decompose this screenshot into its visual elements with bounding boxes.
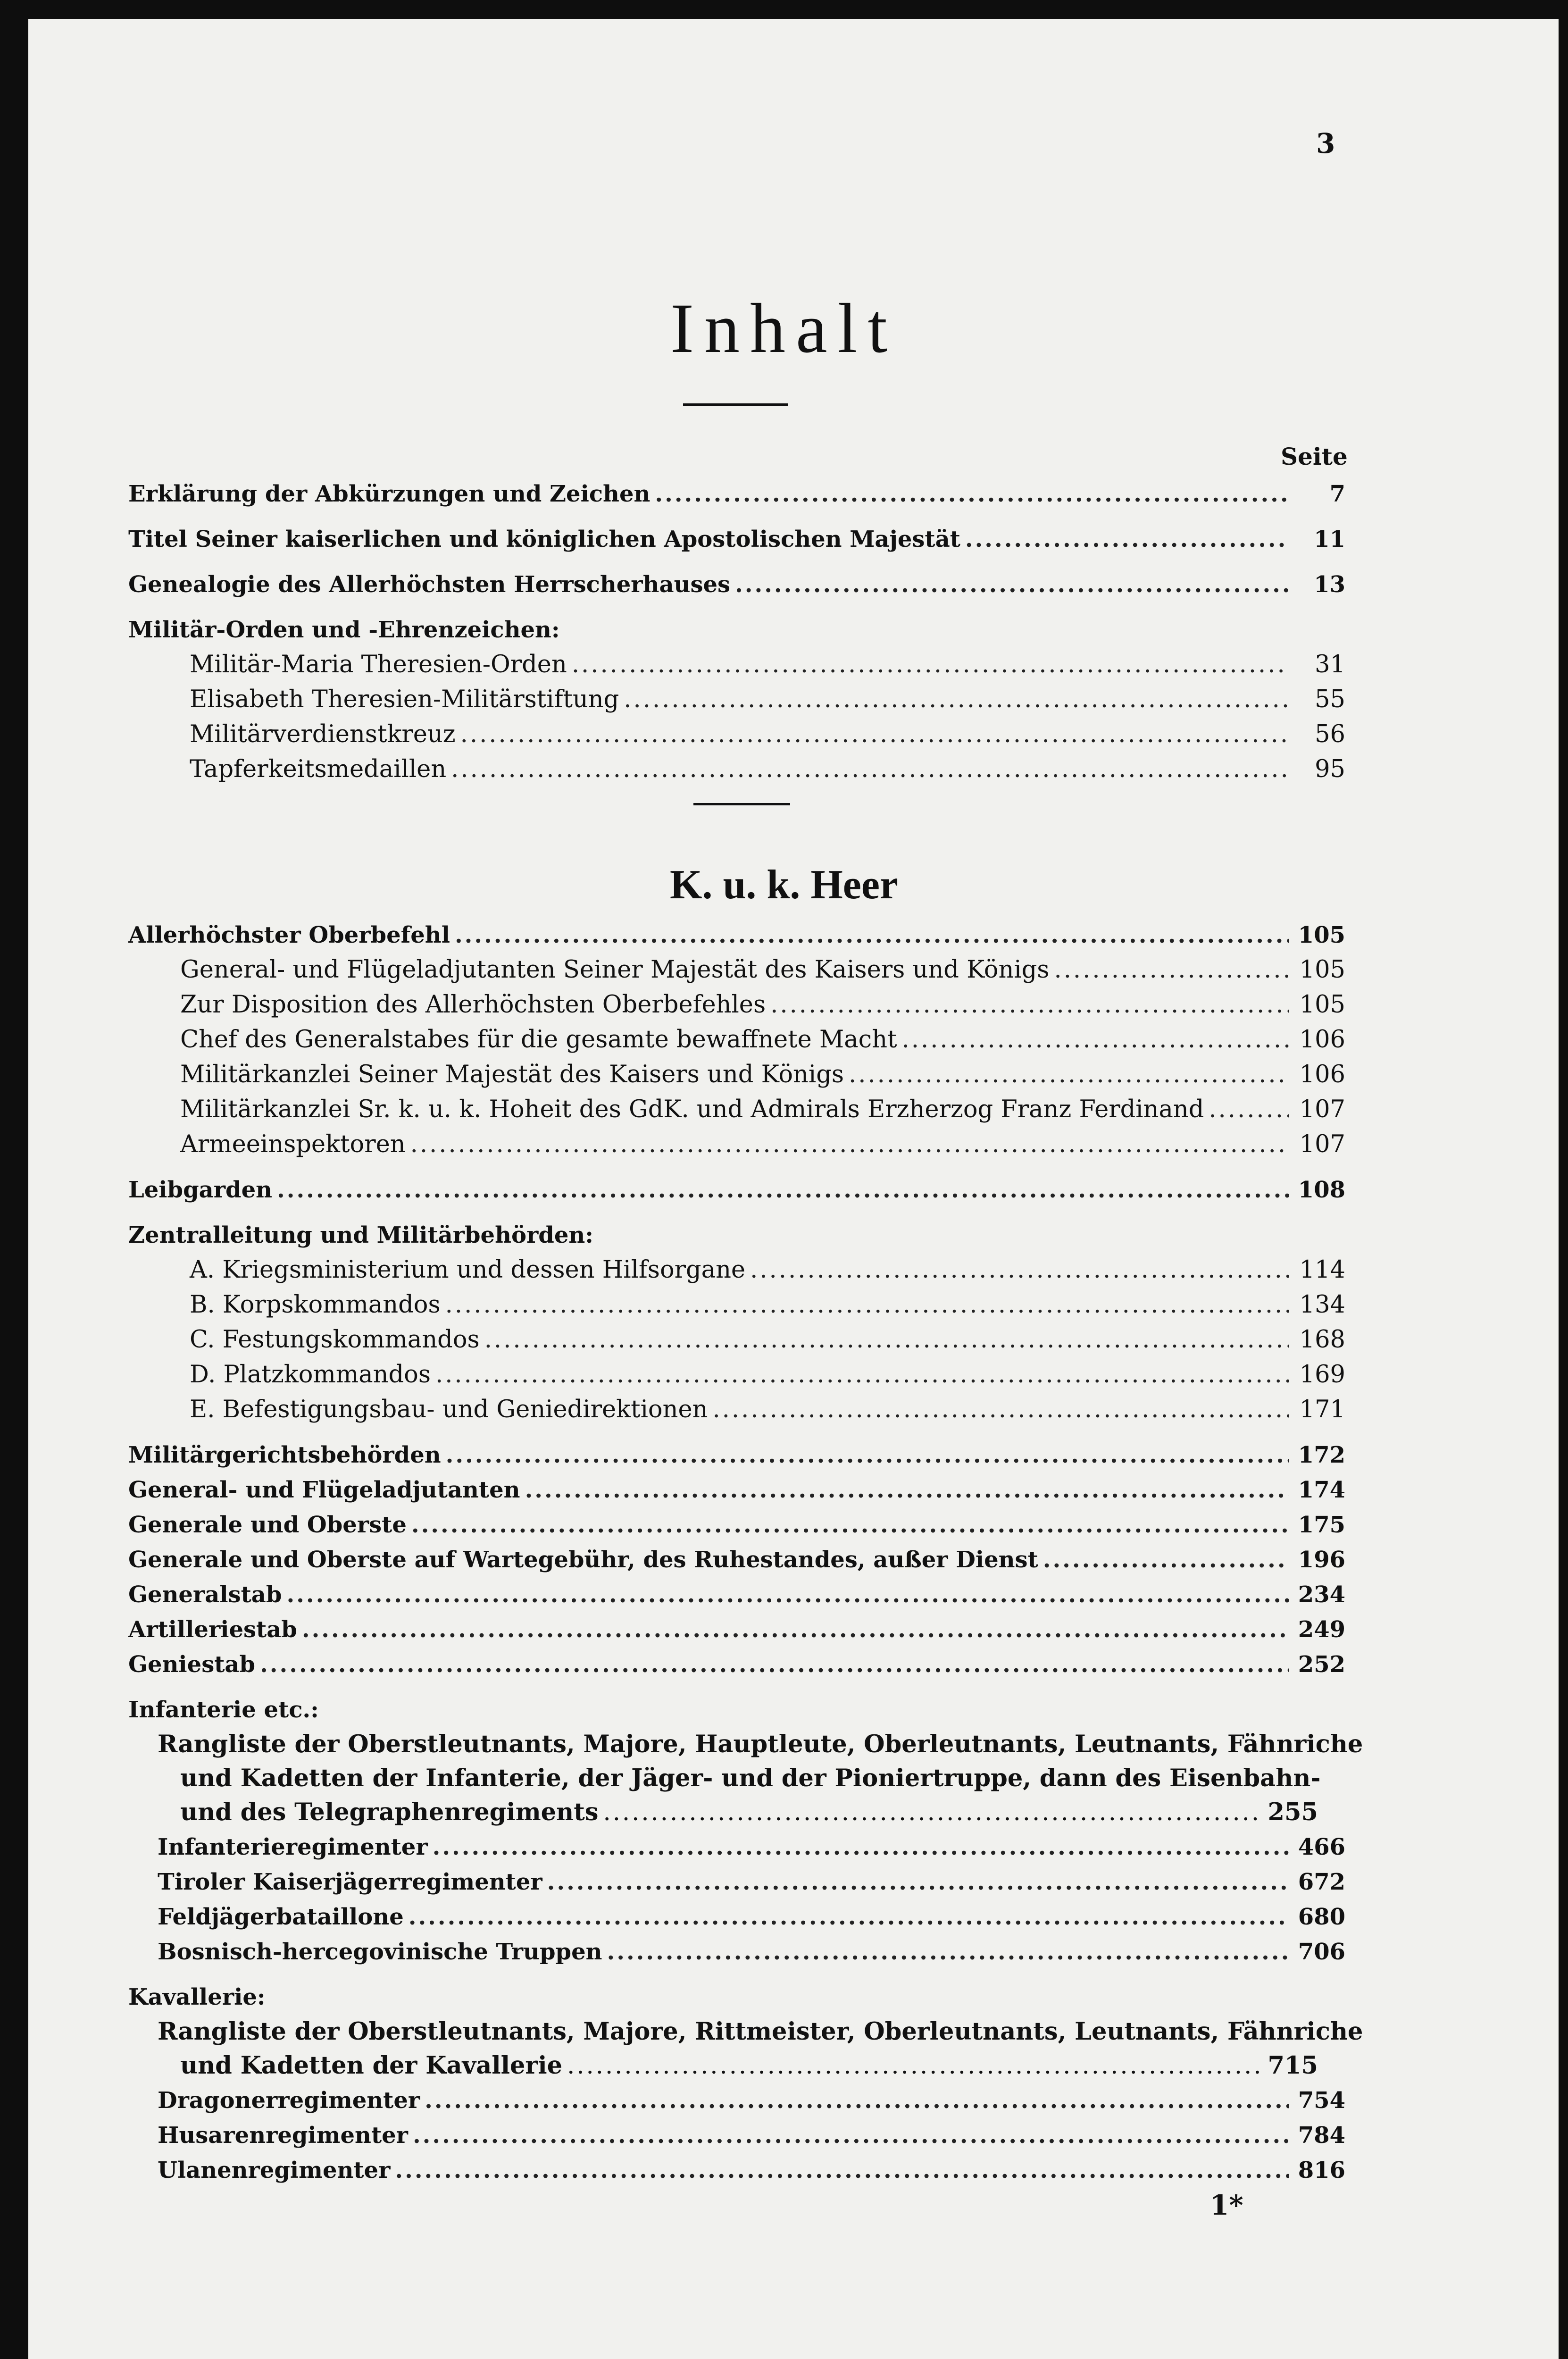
- toc-entry-text: Allerhöchster Oberbefehl: [128, 922, 450, 948]
- toc-entry-page: 754: [1298, 2087, 1345, 2114]
- toc-entry-page: 171: [1299, 1396, 1345, 1423]
- toc-entry-page: 108: [1298, 1177, 1345, 1203]
- section-title: K. u. k. Heer: [670, 862, 898, 908]
- toc-entry-page: 106: [1299, 1026, 1345, 1054]
- toc-entry: [128, 1612, 1345, 1647]
- toc-heer: [128, 918, 1363, 2188]
- toc-section-heading: [128, 612, 1345, 647]
- toc-entry-page: 13: [1314, 571, 1345, 598]
- toc-entry: [128, 1127, 1345, 1162]
- toc-entry: [128, 477, 1345, 511]
- toc-entry-text: Geniestab: [128, 1651, 256, 1678]
- toc-entry: [128, 1288, 1345, 1322]
- toc-entry-text: Zentralleitung und Militärbehörden:: [128, 1222, 594, 1248]
- toc-entry-text: Militärgerichtsbehörden: [128, 1442, 441, 1468]
- toc-entry-text: A. Kriegsministerium und dessen Hilfsorgane: [190, 1256, 746, 1284]
- toc-entry-page: 7: [1329, 481, 1345, 507]
- toc-entry-text: Rangliste der Oberstleutnants, Majore, Rittmeister, Oberleutnants, Leutnants, Fähnriche: [158, 2017, 1363, 2046]
- toc-entry-text: General- und Flügeladjutanten Seiner Majestät des Kaisers und Königs: [180, 956, 1050, 984]
- toc-entry: [128, 1472, 1345, 1507]
- toc-entry-page: 715: [1268, 2051, 1318, 2080]
- toc-entry-page: 105: [1299, 991, 1345, 1019]
- toc-entry: [128, 1057, 1345, 1092]
- toc-entry: [128, 1092, 1345, 1127]
- toc-entry-text: Militärkanzlei Seiner Majestät des Kaisers und Königs: [180, 1061, 844, 1088]
- toc-entry-page: 175: [1298, 1512, 1345, 1538]
- toc-entry: [128, 1647, 1345, 1682]
- toc-entry-page: 169: [1299, 1361, 1345, 1389]
- toc-entry-text: Militär-Orden und -Ehrenzeichen:: [128, 617, 560, 643]
- toc-entry: [128, 717, 1345, 752]
- toc-entry-text: D. Platzkommandos: [190, 1361, 431, 1389]
- toc-entry-text: Infanterieregimenter: [158, 1834, 428, 1860]
- toc-entry: [128, 1322, 1345, 1357]
- toc-entry-text: Elisabeth Theresien-Militärstiftung: [190, 686, 619, 713]
- toc-entry: [128, 522, 1345, 557]
- toc-entry: [128, 1507, 1345, 1542]
- toc-entry: [128, 2118, 1345, 2153]
- toc-entry-text: General- und Flügeladjutanten: [128, 1477, 520, 1503]
- toc-entry-page: 105: [1298, 922, 1345, 948]
- toc-entry-page: 56: [1315, 720, 1345, 748]
- toc-entry: [128, 567, 1345, 602]
- toc-entry-page: 106: [1299, 1061, 1345, 1088]
- toc-entry-page: 11: [1314, 526, 1345, 552]
- toc-entry-text: E. Befestigungsbau- und Geniedirektionen: [190, 1396, 708, 1423]
- toc-entry: [128, 987, 1345, 1022]
- toc-entry: [128, 953, 1345, 987]
- toc-entry-page: 107: [1299, 1096, 1345, 1123]
- toc-entry: [128, 1392, 1345, 1427]
- toc-entry-text: und Kadetten der Kavallerie: [180, 2051, 563, 2080]
- toc-entry-page: 680: [1298, 1904, 1345, 1930]
- toc-multiline-entry: [128, 2015, 1363, 2083]
- toc-entry-page: 31: [1315, 651, 1345, 678]
- toc-entry: [128, 2083, 1345, 2118]
- toc-entry-page: 174: [1298, 1477, 1345, 1503]
- toc-entry-text: und des Telegraphenregiments: [180, 1798, 599, 1826]
- toc-entry-text: Dragonerregimenter: [158, 2087, 420, 2114]
- toc-entry-page: 105: [1299, 956, 1345, 984]
- toc-multiline-entry: [128, 1727, 1363, 1830]
- toc-entry-text: Chef des Generalstabes für die gesamte bewaffnete Macht: [180, 1026, 897, 1054]
- toc-entry-page: 107: [1299, 1130, 1345, 1158]
- toc-entry-page: 114: [1299, 1256, 1345, 1284]
- toc-entry: [128, 1022, 1345, 1057]
- toc-general: [128, 477, 1345, 787]
- toc-entry-text: Genealogie des Allerhöchsten Herrscherhauses: [128, 571, 731, 598]
- toc-entry: [128, 1830, 1345, 1865]
- toc-entry-text: Generale und Oberste auf Wartegebühr, des Ruhestandes, außer Dienst: [128, 1547, 1038, 1573]
- toc-section-heading: [128, 1980, 1345, 2015]
- toc-entry-text: Rangliste der Oberstleutnants, Majore, Hauptleute, Oberleutnants, Leutnants, Fähnriche: [158, 1730, 1363, 1758]
- toc-entry-text: Erklärung der Abkürzungen und Zeichen: [128, 481, 651, 507]
- toc-entry: [128, 1934, 1345, 1969]
- toc-entry-page: 172: [1298, 1442, 1345, 1468]
- toc-entry: [128, 918, 1345, 953]
- toc-entry-text: Tiroler Kaiserjägerregimenter: [158, 1869, 542, 1895]
- toc-entry-text: Kavallerie:: [128, 1984, 266, 2010]
- page-number: 3: [1316, 127, 1335, 159]
- toc-entry-text: C. Festungskommandos: [190, 1326, 480, 1354]
- toc-entry-text: Armeeinspektoren: [180, 1130, 406, 1158]
- toc-entry-page: 816: [1298, 2157, 1345, 2183]
- toc-entry: [128, 1172, 1345, 1207]
- toc-entry: [128, 647, 1345, 682]
- toc-entry-text: B. Korpskommandos: [190, 1291, 441, 1319]
- toc-entry-text: Titel Seiner kaiserlichen und königlichen Apostolischen Majestät: [128, 526, 960, 552]
- toc-entry-text: Zur Disposition des Allerhöchsten Oberbefehles: [180, 991, 766, 1019]
- toc-entry-page: 466: [1298, 1834, 1345, 1860]
- toc-entry-text: Militärverdienstkreuz: [190, 720, 456, 748]
- toc-entry-page: 196: [1298, 1547, 1345, 1573]
- toc-entry-text: Feldjägerbataillone: [158, 1904, 404, 1930]
- toc-entry-page: 706: [1298, 1939, 1345, 1965]
- toc-entry: [128, 1253, 1345, 1288]
- signature-mark: 1*: [1210, 2189, 1243, 2221]
- toc-entry-text: Tapferkeitsmedaillen: [190, 755, 447, 783]
- toc-entry-text: Militärkanzlei Sr. k. u. k. Hoheit des GdK. und Admirals Erzherzog Franz Ferdinand: [180, 1096, 1204, 1123]
- toc-entry-text: Artilleriestab: [128, 1616, 297, 1643]
- toc-section-heading: [128, 1218, 1345, 1253]
- toc-entry-page: 784: [1298, 2122, 1345, 2149]
- toc-entry-page: 252: [1298, 1651, 1345, 1678]
- toc-entry-text: Infanterie etc.:: [128, 1697, 319, 1723]
- toc-entry-page: 95: [1315, 755, 1345, 783]
- toc-entry: [128, 1438, 1345, 1472]
- toc-entry: [128, 752, 1345, 787]
- toc-entry-text: Generale und Oberste: [128, 1512, 407, 1538]
- toc-entry-page: 55: [1315, 686, 1345, 713]
- toc-entry-text: Bosnisch-hercegovinische Truppen: [158, 1939, 602, 1965]
- toc-entry-text: Militär-Maria Theresien-Orden: [190, 651, 567, 678]
- title-rule: [683, 403, 788, 406]
- toc-entry-page: 255: [1268, 1798, 1318, 1826]
- toc-entry-text: Leibgarden: [128, 1177, 273, 1203]
- toc-entry-page: 234: [1298, 1581, 1345, 1608]
- toc-entry: [128, 1865, 1345, 1899]
- toc-entry-page: 249: [1298, 1616, 1345, 1643]
- toc-entry: [128, 1899, 1345, 1934]
- toc-entry-text: Husarenregimenter: [158, 2122, 408, 2149]
- toc-entry-page: 168: [1299, 1326, 1345, 1354]
- toc-entry-text: Generalstab: [128, 1581, 282, 1608]
- toc-entry: [128, 1357, 1345, 1392]
- toc-entry-text: und Kadetten der Infanterie, der Jäger- und der Pioniertruppe, dann des Eisenbahn-: [180, 1764, 1321, 1792]
- toc-entry-page: 672: [1298, 1869, 1345, 1895]
- toc-entry: [128, 1577, 1345, 1612]
- toc-section-heading: [128, 1692, 1345, 1727]
- seite-label: Seite: [1281, 443, 1348, 470]
- section-rule: [693, 803, 790, 805]
- toc-entry-text: Ulanenregimenter: [158, 2157, 391, 2183]
- toc-entry: [128, 2153, 1345, 2188]
- page-title: Inhalt: [670, 289, 898, 368]
- toc-entry-page: 134: [1299, 1291, 1345, 1319]
- toc-entry: [128, 682, 1345, 717]
- toc-entry: [128, 1542, 1345, 1577]
